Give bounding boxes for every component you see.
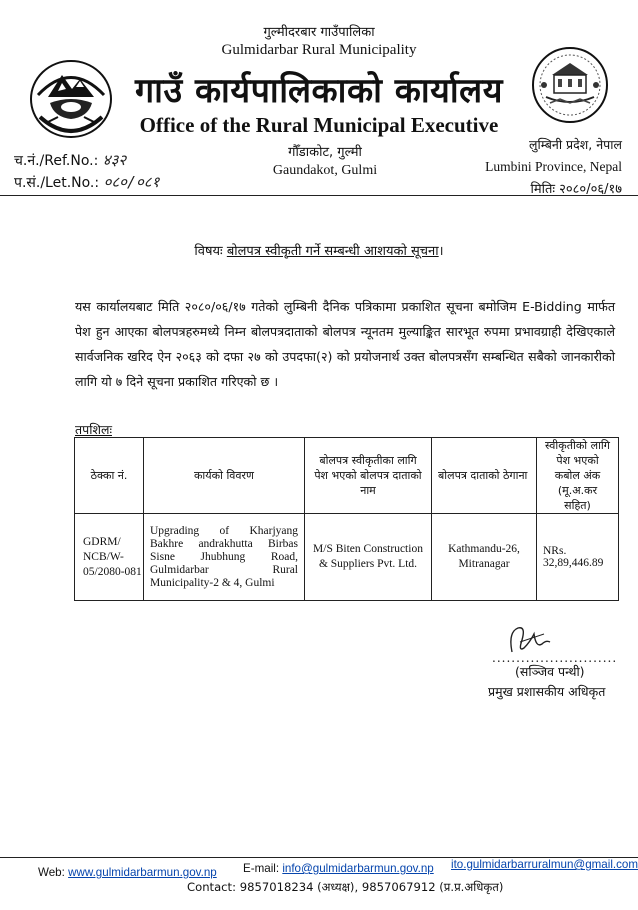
ref-number-line xyxy=(14,150,126,170)
date-label: मितिः xyxy=(530,182,556,197)
footer-web xyxy=(38,866,217,879)
lumbini-province-logo xyxy=(530,45,610,125)
cell-address: Kathmandu-26, Mitranagar xyxy=(432,514,537,601)
cell-amount: NRs. 32,89,446.89 xyxy=(537,514,619,601)
cell-description: Upgrading of Kharjyang Bakhre andrakhutta Birbas Sisne Jhubhung Road, Gulmidarbar Rural Municipality-2 & 4, Gulmi xyxy=(144,514,305,601)
details-label: तपशिलः xyxy=(75,422,112,437)
subject-end: । xyxy=(438,244,444,259)
signatory-name: (सञ्जिव पन्थी) xyxy=(515,664,585,679)
header-bidder-address: बोलपत्र दाताको ठेगाना xyxy=(432,438,537,514)
header-bidder-name: बोलपत्र स्वीकृतीका लागि पेश भएको बोलपत्र दाताको नाम xyxy=(305,438,432,514)
ref-label: च.नं./Ref.No.: xyxy=(14,153,99,169)
province-nepali: लुम्बिनी प्रदेश, नेपाल xyxy=(528,137,622,152)
address-english: Gaundakot, Gulmi xyxy=(272,163,378,178)
header-work-description: कार्यको विवरण xyxy=(144,438,305,514)
table-row xyxy=(75,514,619,601)
address-nepali: गौँडाकोट, गुल्मी xyxy=(288,145,362,160)
nepal-emblem-logo xyxy=(28,55,114,141)
cell-contract-no: GDRM/ NCB/W-05/2080-081 xyxy=(75,514,144,601)
web-link[interactable]: www.gulmidarbarmun.gov.np xyxy=(68,866,217,879)
bid-table xyxy=(74,437,619,601)
subject-text: बोलपत्र स्वीकृती गर्ने सम्बन्धी आशयको सूचना xyxy=(226,244,439,259)
web-label: Web: xyxy=(38,866,65,879)
notice-paragraph: यस कार्यालयबाट मिति २०८०/०६/१७ गतेको लुम्बिनी दैनिक पत्रिकामा प्रकाशित सूचना बमोजिम E-Bidding मार्फत पेश हुन आएका बोलपत्रहरुमध्ये निम्न बोलपत्रदाताको बोलपत्र न्यूनतम मुल्याङ्कित सारभूत रुपमा प्रभावग्राही देखिएकाले सार्वजनिक खरिद ऐन २०६३ को दफा २७ को उपदफा(२) को प्रयोजनार्थ उक्त बोलपत्रसँग सम्बन्धित सबैको जानकारीको लागि यो ७ दिने सूचना प्रकाशित गरिएको छ । xyxy=(75,299,615,389)
letter-value: ०८०/०८१ xyxy=(103,173,160,191)
ref-value: ४३२ xyxy=(102,151,127,169)
email-label: E-mail: xyxy=(243,862,280,875)
footer-email xyxy=(243,862,434,875)
municipality-name-english: Gulmidarbar Rural Municipality xyxy=(221,42,417,58)
province-english: Lumbini Province, Nepal xyxy=(485,159,622,174)
table-header-row xyxy=(75,438,619,514)
subject-prefix: विषयः xyxy=(194,244,223,259)
header-divider xyxy=(0,195,638,196)
office-title-english: Office of the Rural Municipal Executive xyxy=(139,113,499,137)
signatory-title: प्रमुख प्रशासकीय अधिकृत xyxy=(488,684,606,699)
municipality-name-nepali: गुल्मीदरबार गाउँपालिका xyxy=(263,25,375,40)
subject-line xyxy=(0,241,638,259)
letter-number-line xyxy=(14,172,159,192)
date-value: २०८०/०६/१७ xyxy=(559,182,622,197)
header-bid-amount: स्वीकृतीको लागि पेश भएको कबोल अंक (मू.अ.कर सहित) xyxy=(537,438,619,514)
header-contract-no: ठेक्का नं. xyxy=(75,438,144,514)
office-title-nepali: गाउँ कार्यपालिकाको कार्यालय xyxy=(135,71,503,111)
email-link-ito[interactable]: ito.gulmidarbarruralmun@gmail.com xyxy=(451,858,638,871)
footer-contact: Contact: 9857018234 (अध्यक्ष), 9857067912 (प्र.प्र.अधिकृत) xyxy=(187,880,504,894)
email-link-info[interactable]: info@gulmidarbarmun.gov.np xyxy=(282,862,434,875)
footer-email-secondary xyxy=(451,858,638,871)
signature-dotted-line: .......................... xyxy=(492,651,618,665)
cell-bidder: M/S Biten Construction & Suppliers Pvt. Ltd. xyxy=(305,514,432,601)
letter-label: प.सं./Let.No.: xyxy=(14,175,100,191)
